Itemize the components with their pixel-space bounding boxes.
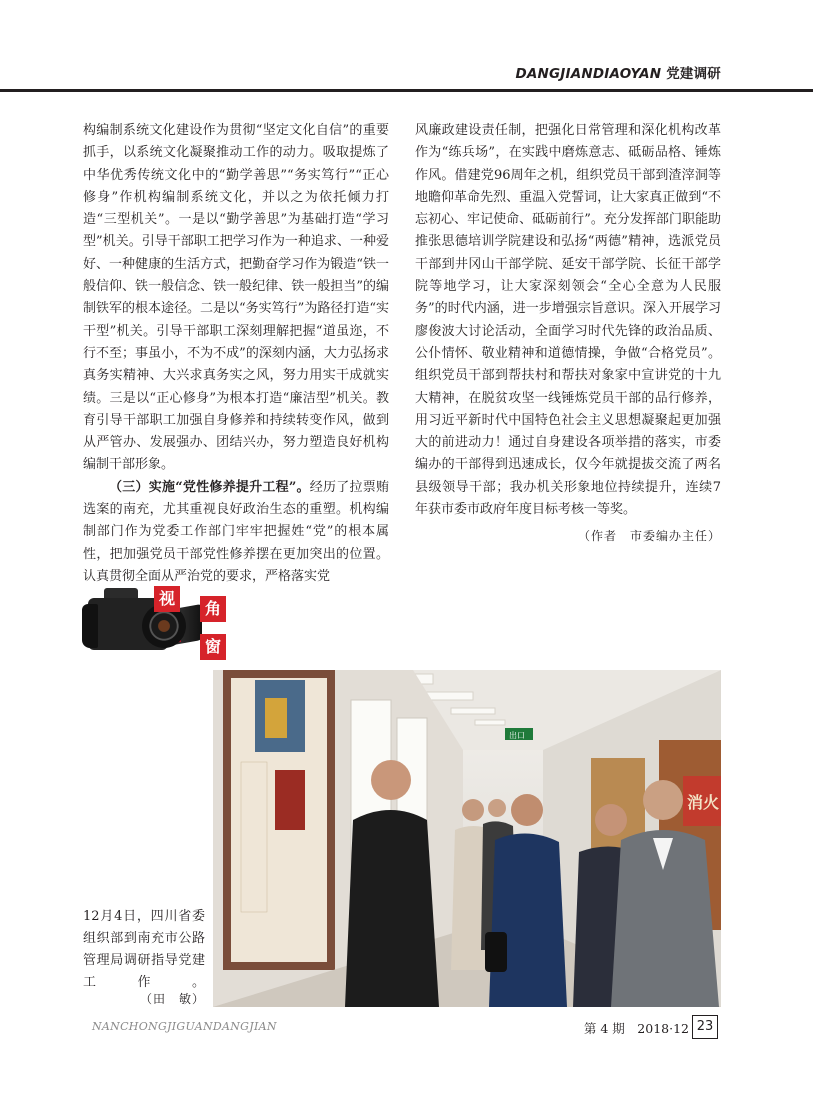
people-group: [345, 760, 719, 1007]
wall-banner-text: 消火: [687, 793, 720, 812]
right-column: [415, 120, 721, 548]
author-note: （作者 市委编办主任）: [577, 529, 721, 544]
section-body: 经历了拉票贿选案的南充，尤其重视良好政治生态的重塑。机构编制部门作为党委工作部门牢牢把握姓“党”的根本属性，把加强党员干部党性修养摆在更加突出的位置。认真贯彻全面从严治党的要求，严格落实党: [83, 479, 389, 584]
banner-char-2: 角: [200, 596, 226, 622]
photo-credit: （田 敏）: [139, 992, 205, 1006]
left-column: [83, 120, 389, 588]
photo-illustration: [213, 670, 721, 1007]
section-banner: [82, 582, 272, 662]
banner-char-3: 窗: [200, 634, 226, 660]
banner-char-1: 视: [154, 586, 180, 612]
header-cn-title: 党建调研: [666, 66, 721, 82]
header-rule: [0, 89, 813, 92]
footer-issue: 第 4 期 2018·12: [583, 1021, 689, 1036]
running-header: [515, 62, 721, 82]
news-photo: [213, 670, 721, 1007]
right-paragraph-1: 风廉政建设责任制，把强化日常管理和深化机构改革作为“练兵场”，在实践中磨炼意志、砥砺品格、锤炼作风。借建党96周年之机，组织党员干部到渣滓洞等地瞻仰革命先烈、重温入党誓词，让大家真正做到“不忘初心、牢记使命、砥砺前行”。充分发挥部门职能助推张思德培训学院建设和弘扬“两德”精神，选派党员干部到井冈山干部学院、延安干部学院、长征干部学院等地学习，让大家深刻领会“全心全意为人民服务”的时代内涵，进一步增强宗旨意识。深入开展学习廖俊波大讨论活动，全面学习时代先锋的政治品质、公仆情怀、敬业精神和道德情操，争做“合格党员”。组织党员干部到帮扶村和帮扶对象家中宣讲党的十九大精神，在脱贫攻坚一线锤炼党员干部的品行修养，用习近平新时代中国特色社会主义思想凝聚起更加强大的前进动力！通过自身建设各项举措的落实，市委编办的干部得到迅速成长，仅今年就提拔交流了两名县级领导干部；我办机关形象地位持续提升，连续7年获市委市政府年度目标考核一等奖。: [415, 123, 721, 518]
photo-caption: 12月4日，四川省委组织部到南充市公路管理局调研指导党建工作。: [83, 909, 205, 990]
left-paragraph-2: [83, 477, 389, 588]
page-number: 23: [692, 1015, 718, 1039]
footer-publication: NANCHONGJIGUANDANGJIAN: [92, 1020, 277, 1033]
left-paragraph-1: 构编制系统文化建设作为贯彻“坚定文化自信”的重要抓手，以系统文化凝聚推动工作的动力。吸取提炼了中华优秀传统文化中的“勤学善思”“务实笃行”“正心修身”作机构编制系统文化，并以之为依托倾力打造“三型机关”。一是以“勤学善思”为基础打造“学习型”机关。引导干部职工把学习作为一种追求、一种爱好、一种健康的生活方式，把勤奋学习作为锻造“铁一般信仰、铁一般信念、铁一般纪律、铁一般担当”的编制铁军的根本途径。二是以“务实笃行”为路径打造“实干型”机关。引导干部职工深刻理解把握“道虽迩，不行不至；事虽小，不为不成”的深刻内涵，大力弘扬求真务实精神、大兴求真务实之风，努力用实干成就实绩。三是以“正心修身”为根本打造“廉洁型”机关。教育引导干部职工加强自身修养和持续转变作风，做到从严管办、发展强办、团结兴办，努力塑造良好机构编制干部形象。: [83, 123, 389, 473]
section-heading: （三）实施“党性修养提升工程”。: [109, 479, 310, 495]
header-latin-title: DANGJIANDIAOYAN: [515, 66, 662, 82]
exit-sign-text: 出口: [509, 731, 525, 740]
